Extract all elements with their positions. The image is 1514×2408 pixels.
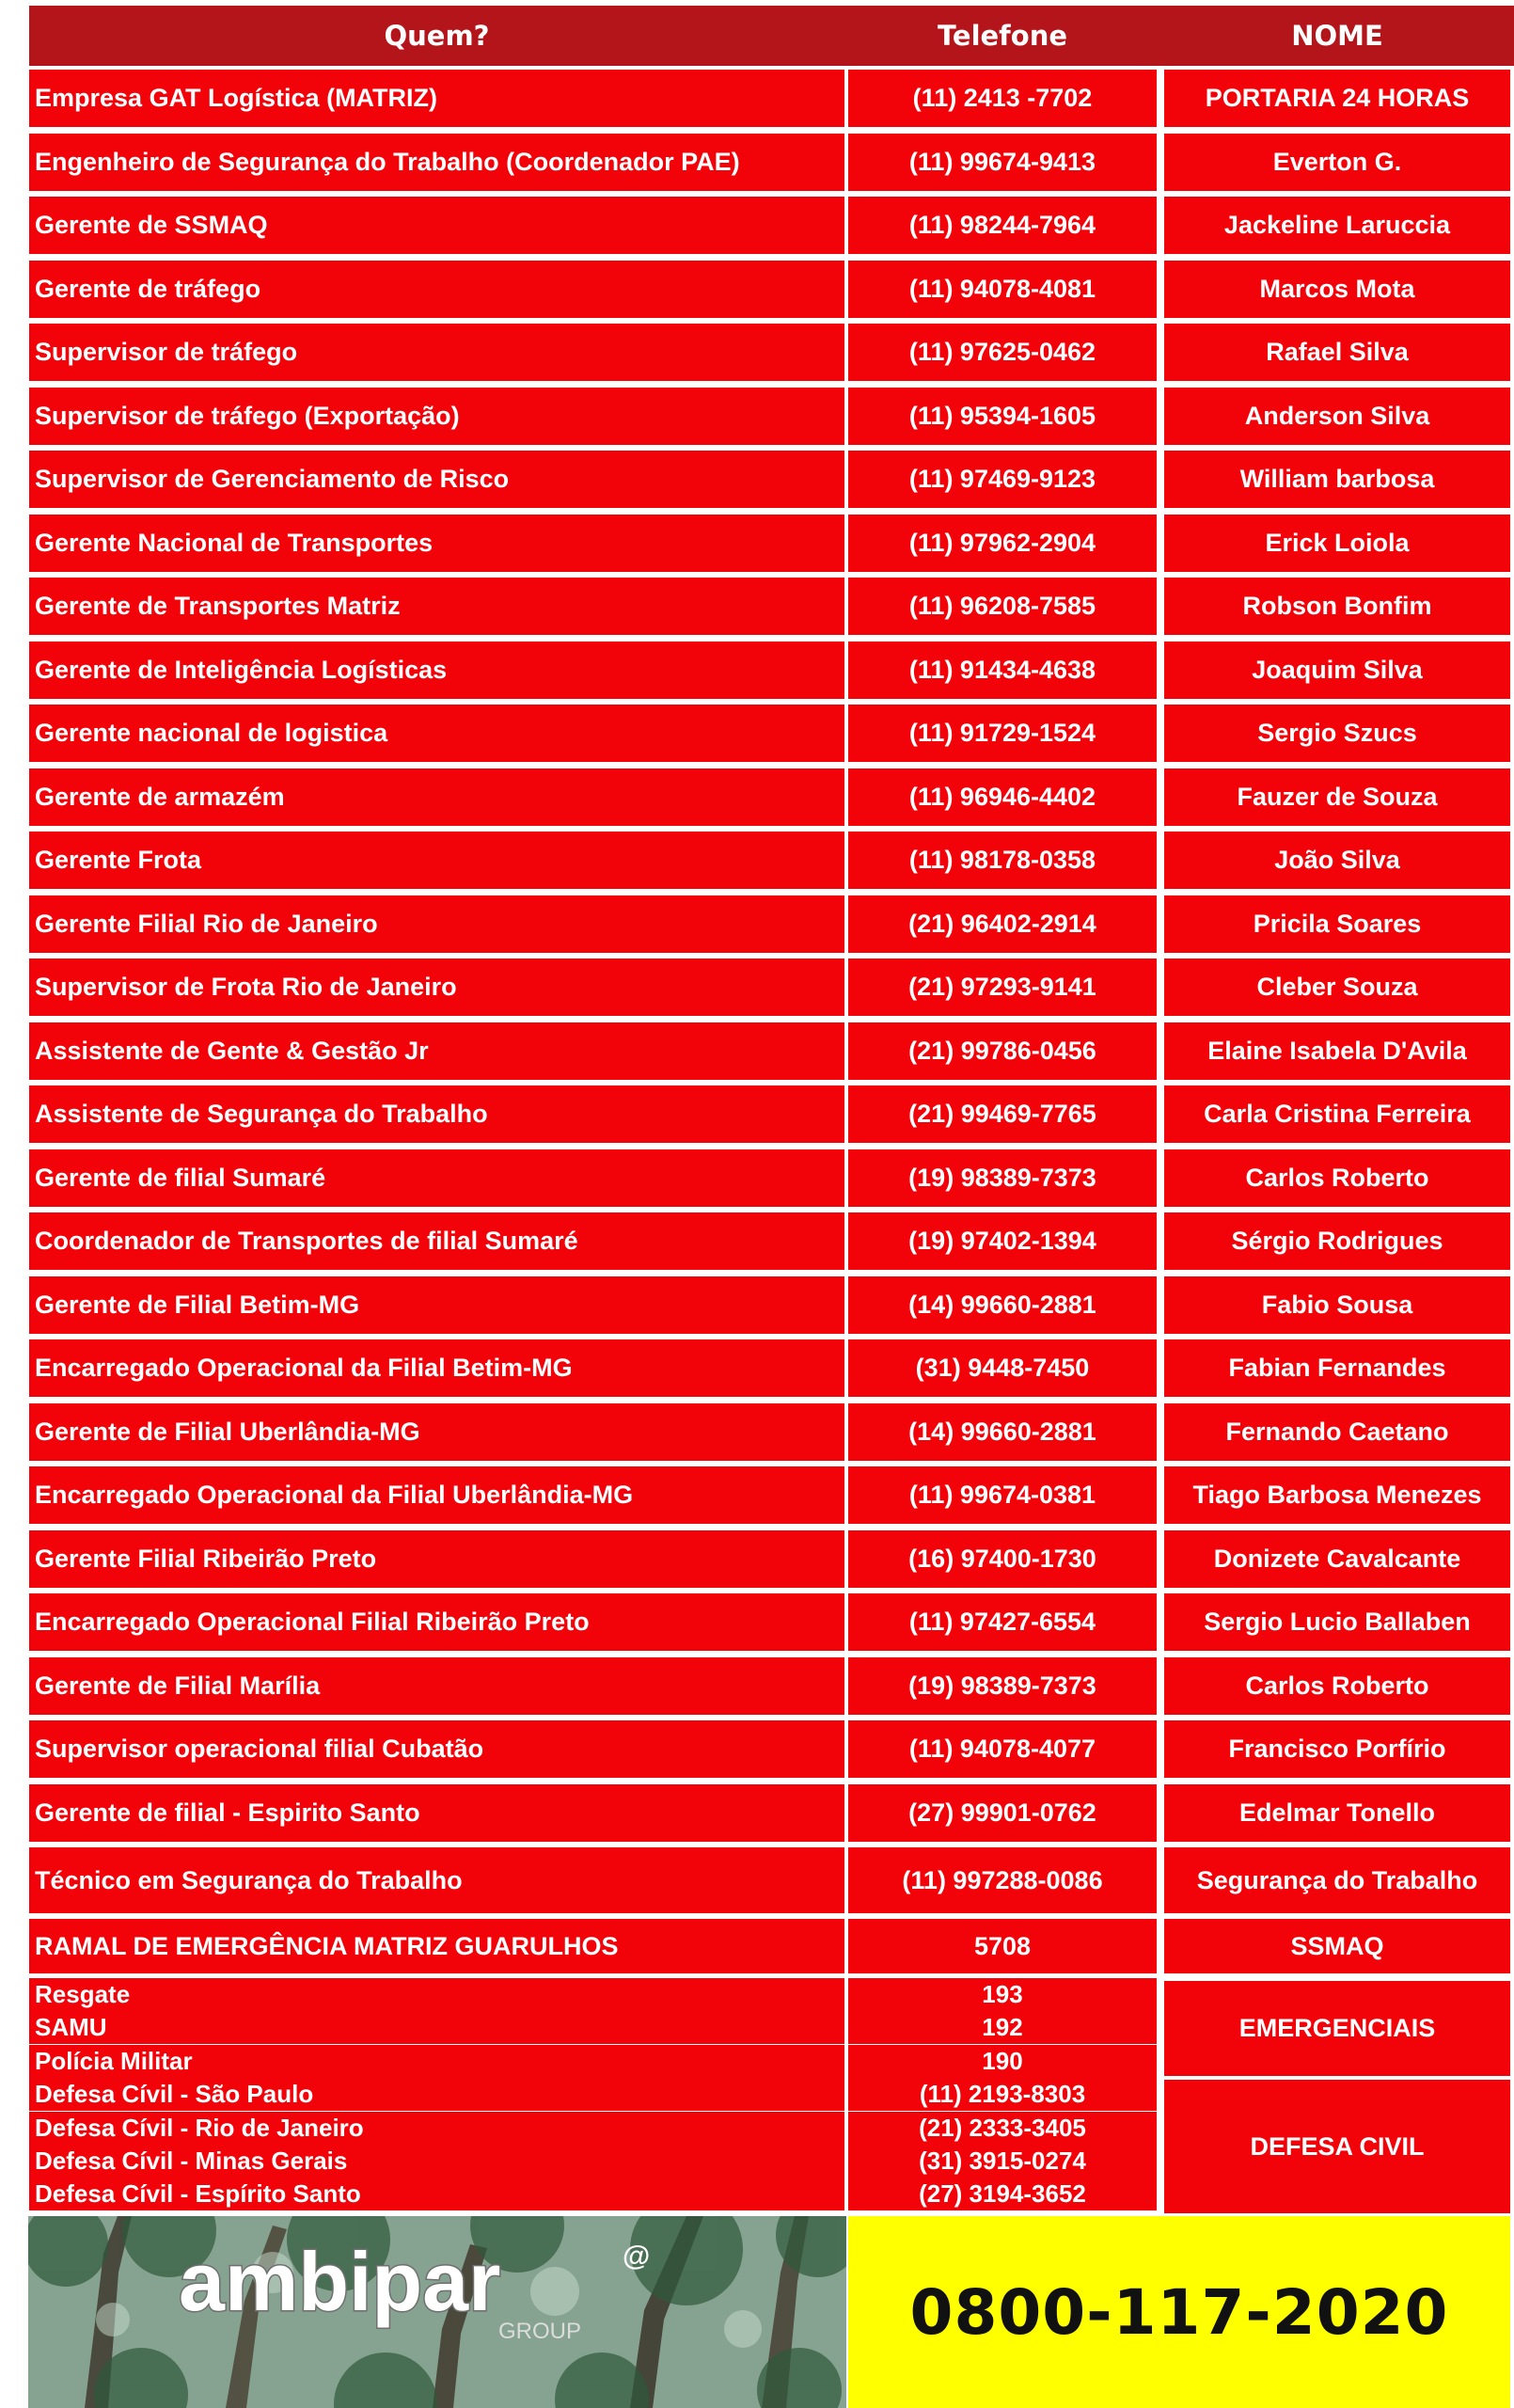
row-who: Supervisor de tráfego xyxy=(29,324,844,381)
row-who: Encarregado Operacional da Filial Uberlândia-MG xyxy=(29,1466,844,1524)
row-name: Joaquim Silva xyxy=(1164,642,1510,699)
logo-mark: @ xyxy=(623,2241,651,2272)
row-name: Fernando Caetano xyxy=(1164,1403,1510,1461)
logo-text: ambipar xyxy=(179,2235,501,2328)
row-name: William barbosa xyxy=(1164,451,1510,508)
row-name: Elaine Isabela D'Avila xyxy=(1164,1022,1510,1080)
row-name: Carlos Roberto xyxy=(1164,1657,1510,1715)
row-who: Gerente de filial - Espirito Santo xyxy=(29,1784,844,1842)
row-who: Assistente de Gente & Gestão Jr xyxy=(29,1022,844,1080)
emergency-who: Resgate xyxy=(29,1978,844,2011)
row-phone[interactable]: (14) 99660-2881 xyxy=(848,1403,1157,1461)
row-name: Everton G. xyxy=(1164,134,1510,191)
row-name: Fauzer de Souza xyxy=(1164,768,1510,826)
row-phone[interactable]: (11) 96946-4402 xyxy=(848,768,1157,826)
row-who: Coordenador de Transportes de filial Sumaré xyxy=(29,1212,844,1270)
row-who: Gerente de SSMAQ xyxy=(29,197,844,254)
row-phone[interactable]: (11) 91434-4638 xyxy=(848,642,1157,699)
header-name: NOME xyxy=(1160,6,1514,66)
row-name: PORTARIA 24 HORAS xyxy=(1164,70,1510,127)
row-name: Segurança do Trabalho xyxy=(1164,1847,1510,1913)
row-who: Encarregado Operacional da Filial Betim-MG xyxy=(29,1339,844,1397)
emergency-who: SAMU xyxy=(29,2011,844,2044)
row-phone[interactable]: (11) 97427-6554 xyxy=(848,1593,1157,1651)
row-phone[interactable]: (11) 94078-4077 xyxy=(848,1720,1157,1778)
row-who: Gerente de armazém xyxy=(29,768,844,826)
header-phone: Telefone xyxy=(844,6,1160,66)
row-who: Supervisor de Frota Rio de Janeiro xyxy=(29,958,844,1016)
ambipar-logo-panel xyxy=(28,2216,846,2408)
emergency-phone[interactable]: (27) 3194-3652 xyxy=(848,2178,1157,2210)
row-phone[interactable]: (19) 97402-1394 xyxy=(848,1212,1157,1270)
emergency-phone[interactable]: 190 xyxy=(848,2045,1157,2078)
row-who: Gerente de filial Sumaré xyxy=(29,1149,844,1207)
row-phone[interactable]: 5708 xyxy=(848,1919,1157,1973)
emergency-who: Defesa Cívil - Espírito Santo xyxy=(29,2178,844,2210)
row-phone[interactable]: (11) 99674-0381 xyxy=(848,1466,1157,1524)
emergency-phone[interactable]: (21) 2333-3405 xyxy=(848,2112,1157,2145)
row-phone[interactable]: (11) 2413 -7702 xyxy=(848,70,1157,127)
row-name: Fabio Sousa xyxy=(1164,1276,1510,1334)
row-who: Técnico em Segurança do Trabalho xyxy=(29,1847,844,1913)
row-who: Gerente nacional de logistica xyxy=(29,705,844,762)
emergency-phone[interactable]: 193 xyxy=(848,1978,1157,2011)
emergency-phone[interactable]: (31) 3915-0274 xyxy=(848,2145,1157,2178)
row-phone[interactable]: (11) 94078-4081 xyxy=(848,261,1157,318)
hotline-number[interactable]: 0800-117-2020 xyxy=(909,2275,1449,2349)
row-phone[interactable]: (11) 95394-1605 xyxy=(848,388,1157,445)
row-name: SSMAQ xyxy=(1164,1919,1510,1973)
row-phone[interactable]: (14) 99660-2881 xyxy=(848,1276,1157,1334)
row-who: Supervisor operacional filial Cubatão xyxy=(29,1720,844,1778)
row-phone[interactable]: (11) 97625-0462 xyxy=(848,324,1157,381)
header-who: Quem? xyxy=(29,6,844,66)
row-who: Gerente de Filial Marília xyxy=(29,1657,844,1715)
emergency-who: Defesa Cívil - São Paulo xyxy=(29,2078,844,2111)
row-phone[interactable]: (31) 9448-7450 xyxy=(848,1339,1157,1397)
row-name: Marcos Mota xyxy=(1164,261,1510,318)
row-phone[interactable]: (11) 98244-7964 xyxy=(848,197,1157,254)
row-phone[interactable]: (11) 99674-9413 xyxy=(848,134,1157,191)
row-name: Francisco Porfírio xyxy=(1164,1720,1510,1778)
row-name: Carla Cristina Ferreira xyxy=(1164,1085,1510,1143)
row-name: Sérgio Rodrigues xyxy=(1164,1212,1510,1270)
logo-subtext: GROUP xyxy=(498,2319,582,2344)
row-name: Sergio Szucs xyxy=(1164,705,1510,762)
row-who: Gerente de tráfego xyxy=(29,261,844,318)
hotline-panel xyxy=(848,2216,1510,2408)
row-phone[interactable]: (19) 98389-7373 xyxy=(848,1149,1157,1207)
row-phone[interactable]: (11) 97469-9123 xyxy=(848,451,1157,508)
emergency-who: Defesa Cívil - Rio de Janeiro xyxy=(29,2112,844,2145)
row-who: Gerente Frota xyxy=(29,832,844,889)
row-who: Assistente de Segurança do Trabalho xyxy=(29,1085,844,1143)
row-name: Tiago Barbosa Menezes xyxy=(1164,1466,1510,1524)
row-name: Donizete Cavalcante xyxy=(1164,1530,1510,1588)
forest-background-image xyxy=(28,2216,846,2408)
row-phone[interactable]: (11) 91729-1524 xyxy=(848,705,1157,762)
row-who: Gerente de Filial Uberlândia-MG xyxy=(29,1403,844,1461)
row-name: Rafael Silva xyxy=(1164,324,1510,381)
row-name: Jackeline Laruccia xyxy=(1164,197,1510,254)
row-name: Anderson Silva xyxy=(1164,388,1510,445)
row-phone[interactable]: (21) 99786-0456 xyxy=(848,1022,1157,1080)
row-name: Robson Bonfim xyxy=(1164,578,1510,635)
row-name: Erick Loiola xyxy=(1164,515,1510,572)
row-who: Supervisor de Gerenciamento de Risco xyxy=(29,451,844,508)
row-name: João Silva xyxy=(1164,832,1510,889)
row-name: Edelmar Tonello xyxy=(1164,1784,1510,1842)
emergency-phone[interactable]: 192 xyxy=(848,2011,1157,2044)
emergency-group-label: EMERGENCIAIS xyxy=(1164,1981,1510,2076)
row-phone[interactable]: (11) 97962-2904 xyxy=(848,515,1157,572)
row-who: Engenheiro de Segurança do Trabalho (Coordenador PAE) xyxy=(29,134,844,191)
row-phone[interactable]: (11) 997288-0086 xyxy=(848,1847,1157,1913)
row-who: Empresa GAT Logística (MATRIZ) xyxy=(29,70,844,127)
row-who: Gerente de Filial Betim-MG xyxy=(29,1276,844,1334)
row-phone[interactable]: (21) 99469-7765 xyxy=(848,1085,1157,1143)
emergency-phone[interactable]: (11) 2193-8303 xyxy=(848,2078,1157,2111)
row-phone[interactable]: (16) 97400-1730 xyxy=(848,1530,1157,1588)
civil-defense-group-label: DEFESA CIVIL xyxy=(1164,2080,1510,2213)
row-who: RAMAL DE EMERGÊNCIA MATRIZ GUARULHOS xyxy=(29,1919,844,1973)
row-phone[interactable]: (11) 98178-0358 xyxy=(848,832,1157,889)
row-name: Fabian Fernandes xyxy=(1164,1339,1510,1397)
row-phone[interactable]: (21) 96402-2914 xyxy=(848,895,1157,953)
emergency-who: Defesa Cívil - Minas Gerais xyxy=(29,2145,844,2178)
row-phone[interactable]: (27) 99901-0762 xyxy=(848,1784,1157,1842)
row-who: Encarregado Operacional Filial Ribeirão Preto xyxy=(29,1593,844,1651)
row-who: Gerente Filial Ribeirão Preto xyxy=(29,1530,844,1588)
row-name: Carlos Roberto xyxy=(1164,1149,1510,1207)
row-who: Gerente de Inteligência Logísticas xyxy=(29,642,844,699)
row-name: Cleber Souza xyxy=(1164,958,1510,1016)
row-name: Sergio Lucio Ballaben xyxy=(1164,1593,1510,1651)
row-phone[interactable]: (19) 98389-7373 xyxy=(848,1657,1157,1715)
row-who: Gerente Nacional de Transportes xyxy=(29,515,844,572)
row-who: Gerente Filial Rio de Janeiro xyxy=(29,895,844,953)
row-who: Supervisor de tráfego (Exportação) xyxy=(29,388,844,445)
emergency-who: Polícia Militar xyxy=(29,2045,844,2078)
row-phone[interactable]: (21) 97293-9141 xyxy=(848,958,1157,1016)
row-phone[interactable]: (11) 96208-7585 xyxy=(848,578,1157,635)
row-who: Gerente de Transportes Matriz xyxy=(29,578,844,635)
row-name: Pricila Soares xyxy=(1164,895,1510,953)
